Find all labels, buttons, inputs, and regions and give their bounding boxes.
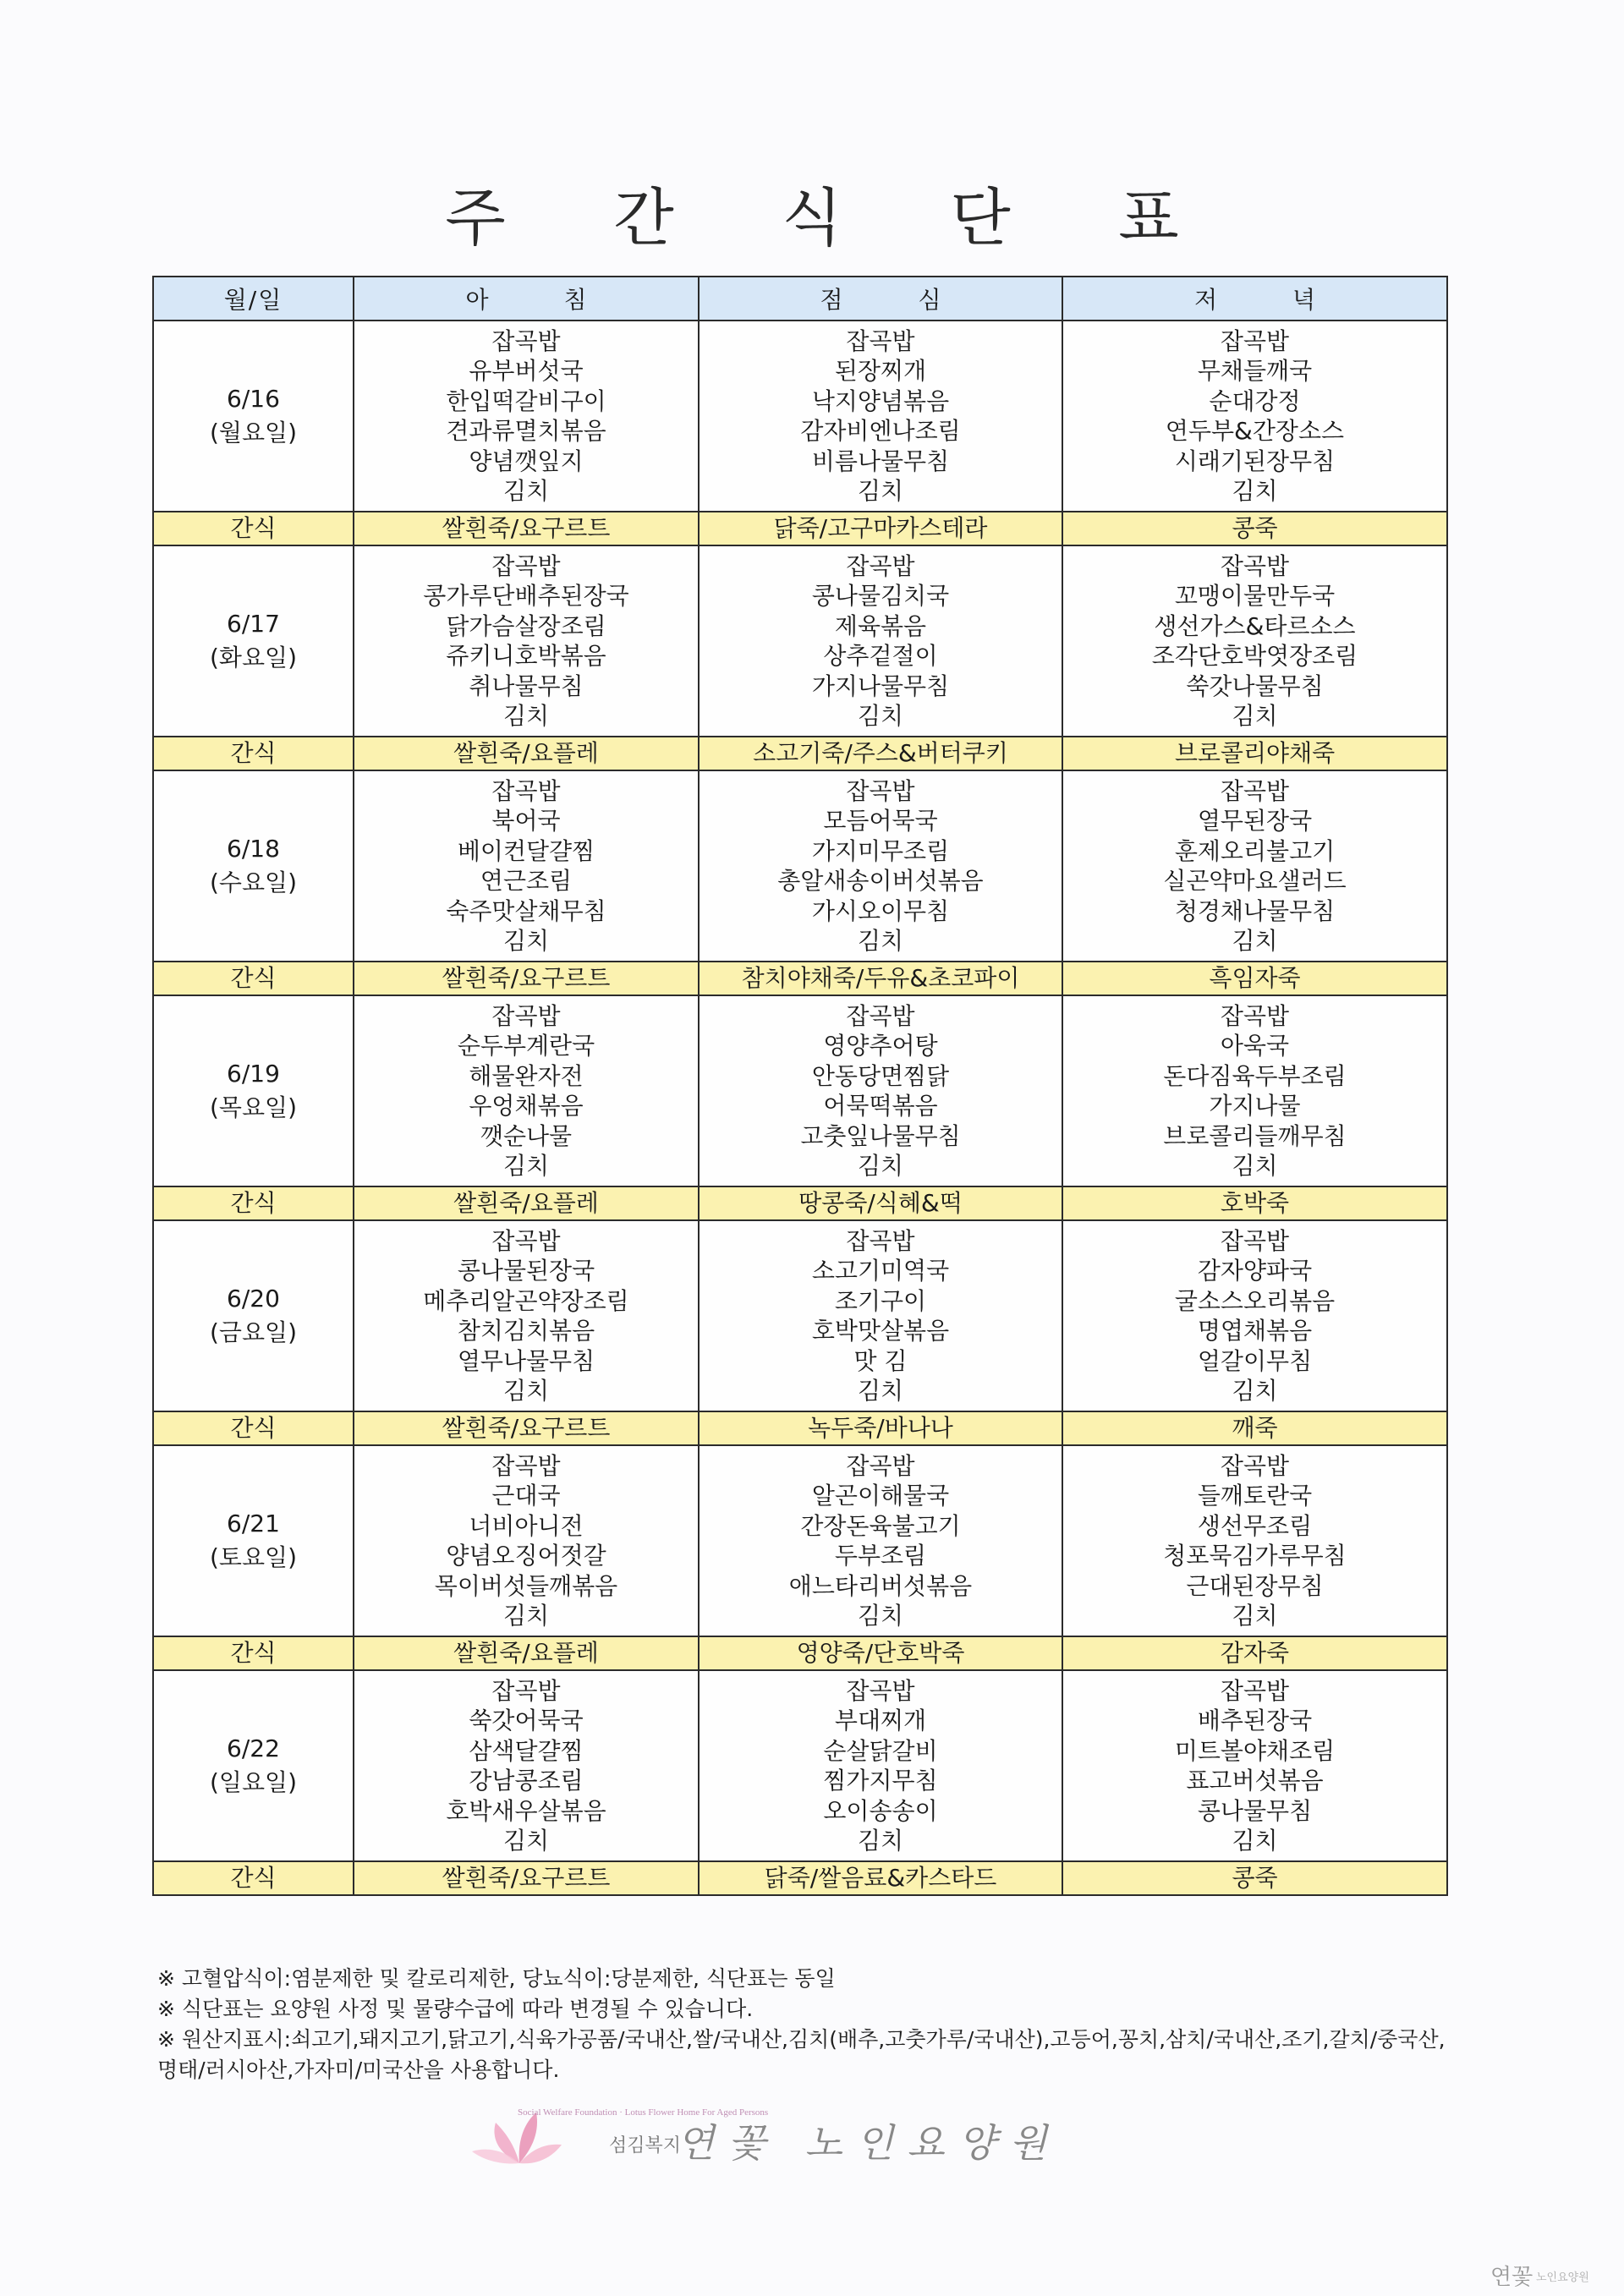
menu-item: 청경채나물무침 — [1174, 896, 1336, 925]
menu-item: 잡곡밥 — [491, 326, 561, 355]
breakfast-cell — [354, 1445, 699, 1636]
menu-item: 김치 — [1232, 1377, 1278, 1405]
menu-item: 닭가슴살장조림 — [446, 611, 606, 640]
snack-item: 콩죽 — [1062, 512, 1447, 545]
menu-item: 잡곡밥 — [846, 551, 915, 580]
menu-item: 북어국 — [491, 807, 561, 835]
header-row — [153, 277, 1447, 321]
dinner-cell — [1062, 545, 1447, 737]
day-row — [153, 321, 1447, 512]
day-cell — [153, 321, 354, 512]
menu-item: 모듬어묵국 — [823, 807, 938, 835]
day-row — [153, 995, 1447, 1186]
menu-item: 된장찌개 — [834, 357, 927, 385]
menu-item: 영양추어탕 — [823, 1032, 938, 1060]
menu-item: 김치 — [857, 1602, 904, 1630]
menu-item: 잡곡밥 — [1220, 551, 1290, 580]
menu-item: 쑥갓어묵국 — [469, 1707, 584, 1734]
menu-item: 조기구이 — [834, 1286, 927, 1315]
snack-row — [153, 1861, 1447, 1895]
snack-row — [153, 1636, 1447, 1670]
snack-item: 쌀흰죽/요구르트 — [354, 1861, 699, 1895]
menu-item: 잡곡밥 — [491, 776, 561, 805]
menu-item: 잡곡밥 — [1220, 776, 1290, 805]
menu-item: 열무된장국 — [1197, 807, 1313, 835]
menu-item: 잡곡밥 — [491, 551, 561, 580]
day-weekday: (월요일) — [210, 419, 297, 447]
snack-item: 흑임자죽 — [1062, 962, 1447, 995]
menu-item: 호박새우살볶음 — [446, 1796, 606, 1825]
dinner-cell — [1062, 1445, 1447, 1636]
menu-item: 실곤약마요샐러드 — [1163, 867, 1347, 895]
menu-item: 깻순나물 — [480, 1121, 573, 1150]
menu-item: 훈제오리불고기 — [1174, 836, 1336, 865]
menu-item: 쑥갓나물무침 — [1186, 671, 1324, 700]
day-date: 6/19 — [227, 1060, 280, 1088]
snack-item: 쌀흰죽/요구르트 — [354, 962, 699, 995]
lunch-cell — [699, 995, 1062, 1186]
menu-item: 잡곡밥 — [846, 1226, 915, 1255]
menu-item: 소고기미역국 — [811, 1257, 950, 1285]
menu-item: 김치 — [857, 1377, 904, 1405]
header-lunch: 점 심 — [699, 277, 1062, 321]
menu-item: 양념깻잎지 — [469, 447, 584, 475]
menu-item: 부대찌개 — [834, 1707, 927, 1734]
day-row — [153, 1445, 1447, 1636]
day-date: 6/17 — [227, 610, 280, 638]
snack-item: 깨죽 — [1062, 1411, 1447, 1445]
menu-item: 표고버섯볶음 — [1186, 1767, 1324, 1795]
snack-item: 닭죽/쌀음료&카스타드 — [699, 1861, 1062, 1895]
day-cell — [153, 995, 354, 1186]
menu-item: 조각단호박엿장조림 — [1151, 642, 1358, 670]
snack-item: 쌀흰죽/요플레 — [354, 737, 699, 770]
menu-item: 한입떡갈비구이 — [446, 386, 606, 415]
menu-item: 베이컨달걀찜 — [457, 836, 595, 865]
breakfast-cell — [354, 995, 699, 1186]
lunch-cell — [699, 1445, 1062, 1636]
menu-item: 순두부계란국 — [457, 1032, 595, 1060]
menu-item: 삼색달걀찜 — [469, 1736, 584, 1765]
menu-item: 무채들깨국 — [1197, 357, 1313, 385]
logo-name: 연꽃 노인요양원 — [677, 2120, 1061, 2166]
day-date: 6/22 — [227, 1734, 280, 1762]
snack-item: 콩죽 — [1062, 1861, 1447, 1895]
menu-item: 청포묵김가루무침 — [1163, 1542, 1347, 1570]
logo-prefix: 섬김복지 — [609, 2135, 682, 2156]
menu-item: 알곤이해물국 — [811, 1482, 950, 1510]
menu-item: 명엽채볶음 — [1197, 1317, 1313, 1345]
day-row — [153, 545, 1447, 737]
menu-item: 잡곡밥 — [846, 1001, 915, 1030]
menu-item: 잡곡밥 — [846, 1676, 915, 1705]
menu-item: 우엉채볶음 — [469, 1092, 584, 1120]
menu-item: 너비아니전 — [469, 1511, 584, 1540]
note-line: ※ 원산지표시:쇠고기,돼지고기,닭고기,식육가공품/국내산,쌀/국내산,김치(배추,고춧가루/국내산),고등어,꽁치,삼치/국내산,조기,갈치/중국산,명태/러시아산,가자미/미국산을 사용합니다. — [157, 2027, 1446, 2082]
menu-item: 생선무조림 — [1197, 1511, 1313, 1540]
day-cell — [153, 770, 354, 962]
facility-logo — [467, 2104, 1076, 2173]
menu-item: 김치 — [1232, 477, 1278, 505]
menu-item: 연두부&간장소스 — [1165, 417, 1345, 445]
lunch-cell — [699, 1220, 1062, 1411]
dinner-cell — [1062, 1220, 1447, 1411]
note-line: ※ 식단표는 요양원 사정 및 물량수급에 따라 변경될 수 있습니다. — [157, 1997, 754, 2021]
menu-item: 배추된장국 — [1197, 1707, 1313, 1734]
logo-english-text: Social Welfare Foundation · Lotus Flower Home For Aged Persons — [518, 2107, 769, 2118]
menu-item: 잡곡밥 — [846, 1451, 915, 1480]
menu-item: 가지미무조림 — [811, 836, 950, 865]
menu-item: 김치 — [502, 702, 550, 730]
menu-item: 가시오이무침 — [811, 896, 950, 925]
weekly-menu-table — [152, 276, 1448, 1896]
menu-item: 순살닭갈비 — [823, 1736, 938, 1765]
day-row — [153, 1670, 1447, 1861]
corner-stamp — [1490, 2256, 1617, 2293]
menu-item: 잡곡밥 — [846, 776, 915, 805]
menu-item: 김치 — [502, 1152, 550, 1180]
snack-item: 쌀흰죽/요구르트 — [354, 512, 699, 545]
menu-item: 찜가지무침 — [823, 1767, 938, 1795]
snack-item: 쌀흰죽/요구르트 — [354, 1411, 699, 1445]
menu-item: 김치 — [1232, 1827, 1278, 1855]
snack-label: 간식 — [153, 962, 354, 995]
menu-item: 잡곡밥 — [491, 1226, 561, 1255]
menu-item: 간장돈육불고기 — [800, 1511, 961, 1540]
menu-item: 콩나물김치국 — [811, 582, 950, 610]
menu-item: 김치 — [502, 1602, 550, 1630]
menu-item: 취나물무침 — [469, 671, 584, 700]
menu-item: 맛 김 — [853, 1346, 908, 1375]
menu-item: 콩가루단배추된장국 — [423, 582, 629, 610]
breakfast-cell — [354, 770, 699, 962]
breakfast-cell — [354, 545, 699, 737]
menu-item: 근대국 — [491, 1482, 561, 1510]
menu-item: 김치 — [857, 702, 904, 730]
day-date: 6/16 — [227, 385, 280, 413]
day-row — [153, 770, 1447, 962]
menu-item: 쥬키니호박볶음 — [446, 642, 606, 670]
menu-item: 제육볶음 — [834, 611, 927, 640]
day-weekday: (금요일) — [210, 1318, 297, 1346]
snack-label: 간식 — [153, 1636, 354, 1670]
corner-mark: 연꽃 — [1490, 2265, 1533, 2290]
menu-item: 김치 — [502, 1377, 550, 1405]
menu-item: 숙주맛살채무침 — [446, 896, 606, 925]
breakfast-cell — [354, 1220, 699, 1411]
menu-item: 양념오징어젓갈 — [446, 1542, 606, 1570]
header-dinner: 저 녁 — [1062, 277, 1447, 321]
menu-item: 시래기된장무침 — [1174, 447, 1336, 475]
menu-item: 유부버섯국 — [469, 357, 584, 385]
menu-item: 잡곡밥 — [491, 1676, 561, 1705]
snack-item: 호박죽 — [1062, 1186, 1447, 1220]
snack-item: 녹두죽/바나나 — [699, 1411, 1062, 1445]
notes — [157, 1964, 1451, 2085]
day-weekday: (목요일) — [210, 1093, 297, 1121]
dinner-cell — [1062, 1670, 1447, 1861]
menu-item: 김치 — [502, 1827, 550, 1855]
day-weekday: (수요일) — [210, 869, 297, 896]
menu-item: 해물완자전 — [469, 1061, 584, 1090]
menu-item: 두부조림 — [834, 1542, 927, 1570]
menu-body — [153, 321, 1447, 1895]
menu-item: 아욱국 — [1220, 1032, 1290, 1060]
menu-item: 잡곡밥 — [1220, 1001, 1290, 1030]
dinner-cell — [1062, 770, 1447, 962]
day-date: 6/21 — [227, 1510, 280, 1537]
menu-item: 김치 — [1232, 702, 1278, 730]
lunch-cell — [699, 1670, 1062, 1861]
corner-sub: 노인요양원 — [1536, 2271, 1589, 2284]
menu-item: 김치 — [1232, 927, 1278, 955]
menu-item: 오이송송이 — [823, 1796, 938, 1825]
day-weekday: (화요일) — [210, 644, 297, 671]
menu-item: 잡곡밥 — [1220, 1451, 1290, 1480]
snack-item: 감자죽 — [1062, 1636, 1447, 1670]
menu-item: 애느타리버섯볶음 — [788, 1571, 973, 1600]
menu-item: 잡곡밥 — [491, 1451, 561, 1480]
menu-item: 들깨토란국 — [1197, 1482, 1313, 1510]
menu-item: 고춧잎나물무침 — [800, 1121, 961, 1150]
day-date: 6/18 — [227, 835, 280, 863]
snack-item: 쌀흰죽/요플레 — [354, 1636, 699, 1670]
menu-item: 콩나물된장국 — [457, 1257, 595, 1285]
menu-item: 김치 — [857, 1152, 904, 1180]
snack-label: 간식 — [153, 1861, 354, 1895]
snack-label: 간식 — [153, 737, 354, 770]
menu-item: 연근조림 — [480, 867, 573, 895]
note-line: ※ 고혈압식이:염분제한 및 칼로리제한, 당뇨식이:당분제한, 식단표는 동일 — [157, 1966, 836, 1991]
day-cell — [153, 545, 354, 737]
snack-item: 참치야채죽/두유&초코파이 — [699, 962, 1062, 995]
snack-row — [153, 512, 1447, 545]
snack-row — [153, 1411, 1447, 1445]
day-date: 6/20 — [227, 1285, 280, 1312]
dinner-cell — [1062, 995, 1447, 1186]
header-day: 월/일 — [153, 277, 354, 321]
menu-item: 잡곡밥 — [1220, 326, 1290, 355]
menu-item: 잡곡밥 — [1220, 1676, 1290, 1705]
menu-item: 참치김치볶음 — [457, 1317, 595, 1345]
menu-item: 돈다짐육두부조림 — [1163, 1061, 1347, 1090]
menu-item: 생선가스&타르소스 — [1154, 611, 1356, 640]
day-row — [153, 1220, 1447, 1411]
menu-item: 가지나물 — [1209, 1092, 1301, 1120]
menu-item: 호박맛살볶음 — [811, 1317, 950, 1345]
menu-item: 감자비엔나조림 — [800, 417, 961, 445]
menu-item: 낙지양념볶음 — [811, 386, 950, 415]
snack-item: 쌀흰죽/요플레 — [354, 1186, 699, 1220]
snack-item: 닭죽/고구마카스테라 — [699, 512, 1062, 545]
menu-item: 비름나물무침 — [811, 447, 950, 475]
day-cell — [153, 1220, 354, 1411]
breakfast-cell — [354, 1670, 699, 1861]
menu-item: 안동당면찜닭 — [811, 1061, 950, 1090]
menu-item: 미트볼야채조림 — [1174, 1736, 1336, 1765]
snack-item: 브로콜리야채죽 — [1062, 737, 1447, 770]
snack-item: 땅콩죽/식혜&떡 — [699, 1186, 1062, 1220]
menu-item: 잡곡밥 — [846, 326, 915, 355]
menu-item: 순대강정 — [1209, 386, 1301, 415]
menu-item: 김치 — [502, 927, 550, 955]
lunch-cell — [699, 545, 1062, 737]
menu-item: 목이버섯들깨볶음 — [434, 1571, 618, 1600]
menu-item: 김치 — [502, 477, 550, 505]
menu-item: 감자양파국 — [1197, 1257, 1313, 1285]
day-weekday: (토요일) — [210, 1543, 297, 1571]
snack-label: 간식 — [153, 512, 354, 545]
day-cell — [153, 1445, 354, 1636]
menu-item: 메추리알곤약장조림 — [423, 1286, 629, 1315]
breakfast-cell — [354, 321, 699, 512]
menu-item: 가지나물무침 — [811, 671, 950, 700]
dinner-cell — [1062, 321, 1447, 512]
header-breakfast: 아 침 — [354, 277, 699, 321]
menu-item: 김치 — [1232, 1152, 1278, 1180]
lunch-cell — [699, 321, 1062, 512]
menu-item: 잡곡밥 — [1220, 1226, 1290, 1255]
menu-item: 굴소스오리볶음 — [1174, 1286, 1336, 1315]
snack-item: 영양죽/단호박죽 — [699, 1636, 1062, 1670]
menu-item: 김치 — [857, 1827, 904, 1855]
menu-item: 꼬맹이물만두국 — [1174, 582, 1336, 610]
day-weekday: (일요일) — [210, 1768, 297, 1796]
day-cell — [153, 1670, 354, 1861]
menu-item: 강남콩조림 — [469, 1767, 584, 1795]
snack-row — [153, 737, 1447, 770]
page-title: 주 간 식 단 표 — [445, 182, 1223, 255]
menu-item: 얼갈이무침 — [1197, 1346, 1313, 1375]
menu-item: 상추겉절이 — [823, 642, 938, 670]
menu-item: 견과류멸치볶음 — [446, 417, 606, 445]
menu-item: 김치 — [857, 477, 904, 505]
menu-item: 열무나물무침 — [457, 1346, 595, 1375]
menu-item: 브로콜리들깨무침 — [1163, 1121, 1347, 1150]
snack-label: 간식 — [153, 1186, 354, 1220]
menu-item: 김치 — [1232, 1602, 1278, 1630]
menu-item: 콩나물무침 — [1197, 1796, 1313, 1825]
snack-label: 간식 — [153, 1411, 354, 1445]
lunch-cell — [699, 770, 1062, 962]
menu-item: 총알새송이버섯볶음 — [777, 867, 984, 895]
menu-item: 김치 — [857, 927, 904, 955]
snack-row — [153, 962, 1447, 995]
snack-item: 소고기죽/주스&버터쿠키 — [699, 737, 1062, 770]
snack-row — [153, 1186, 1447, 1220]
menu-item: 어묵떡볶음 — [823, 1092, 938, 1120]
menu-item: 근대된장무침 — [1186, 1571, 1324, 1600]
menu-item: 잡곡밥 — [491, 1001, 561, 1030]
